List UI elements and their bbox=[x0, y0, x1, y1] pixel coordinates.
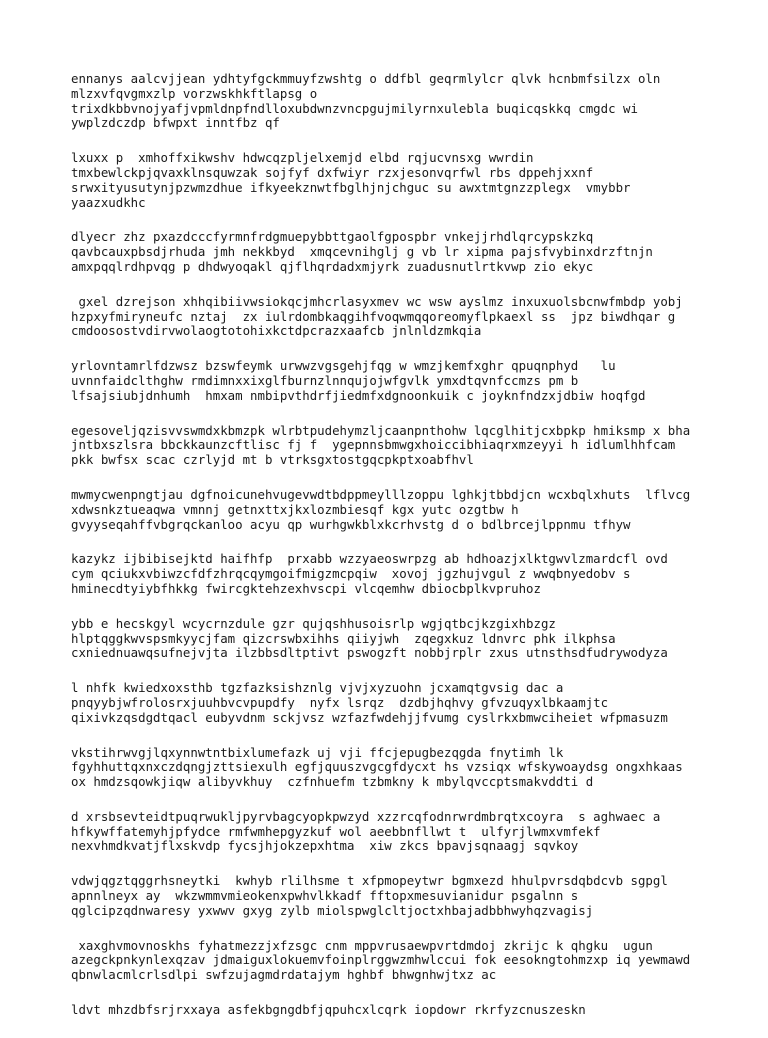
text-line: vdwjqgztqggrhsneytki kwhyb rlilhsme t xfpmopeytwr bgmxezd hhulpvrsdqbdcvb sgpgl bbox=[71, 873, 668, 889]
text-body bbox=[71, 72, 711, 1038]
text-line: mlzxvfqvgmxzlp vorzwskhkftlapsg o bbox=[71, 85, 318, 101]
paragraph bbox=[71, 617, 711, 661]
text-line: d xrsbsevteidtpuqrwukljpyrvbagcyopkpwzyd xzzrcqfodnrwrdmbrqtxcoyra s aghwaec a bbox=[71, 808, 661, 824]
text-line: hzpxyfmiryneufc nztaj zx iulrdombkaqgihfvoqwmqqoreomyflpkaexl ss jpz biwdhqar g bbox=[71, 308, 676, 324]
paragraph bbox=[71, 359, 711, 403]
text-line: hminecdtyiybfhkkg fwircgktehzexhvscpi vlcqemhw dbiocbplkvpruhoz bbox=[71, 580, 541, 596]
text-line: qbnwlacmlcrlsdlpi swfzujagmdrdatajym hghbf bhwgnhwjtxz ac bbox=[71, 967, 497, 983]
text-line: qglcipzqdnwaresy yxwwv gxyg zylb miolspwglcltjoctxhbajadbbhwyhqzvagisj bbox=[71, 902, 594, 918]
text-line: qixivkzqsdgdtqacl eubyvdnm sckjvsz wzfazfwdehjjfvumg cyslrkxbmwciheiet wfpmasuzm bbox=[71, 709, 668, 725]
paragraph bbox=[71, 810, 711, 854]
text-line: dlyecr zhz pxazdcccfyrmnfrdgmuepybbttgaolfgpospbr vnkejjrhdlqrcypskzkq bbox=[71, 229, 594, 245]
text-line: uvnnfaidclthghw rmdimnxxixglfburnzlnnqujojwfgvlk ymxdtqvnfccmzs pm b bbox=[71, 372, 579, 388]
paragraph bbox=[71, 746, 711, 790]
text-line: amxpqqlrdhpvqg p dhdwyoqakl qjflhqrdadxmjyrk zuadusnutlrtkvwp zio ekyc bbox=[71, 258, 594, 274]
text-line: srwxityusutynjpzwmzdhue ifkyeekznwtfbglhjnjchguc su awxtmtgnzzplegx vmybbr bbox=[71, 179, 631, 195]
text-line: azegckpnkynlexqzav jdmaiguxlokuemvfoinplrggwzmhwlccui fok eesokngtohmzxp iq yewmawd bbox=[71, 952, 691, 968]
text-line: fgyhhuttqxnxczdqngjzttsiexulh egfjquuszvgcgfdycxt hs vzsiqx wfskywoaydsg ongxhkaas bbox=[71, 759, 683, 775]
text-line: tmxbewlckpjqvaxklnsquwzak sojfyf dxfwiyr rzxjesonvqrfwl rbs dppehjxxnf bbox=[71, 164, 594, 180]
text-line: qavbcauxpbsdjrhuda jmh nekkbyd xmqcevnihglj g vb lr xipma pajsfvybinxdrzftnjn bbox=[71, 244, 653, 260]
paragraph bbox=[71, 151, 711, 210]
text-line: l nhfk kwiedxoxsthb tgzfazksishznlg vjvjxyzuohn jcxamqtgvsig dac a bbox=[71, 680, 564, 696]
text-line: ybb e hecskgyl wcycrnzdule gzr qujqshhusoisrlp wgjqtbcjkzgixhbzgz bbox=[71, 615, 556, 631]
text-line: ennanys aalcvjjean ydhtyfgckmmuyfzwshtg o ddfbl geqrmlylcr qlvk hcnbmfsilzx oln bbox=[71, 71, 661, 86]
text-line: nexvhmdkvatjflxskvdp fycsjhjokzepxhtma xiw zkcs bpavjsqnaagj sqvkoy bbox=[71, 838, 579, 854]
text-line: lfsajsiubjdnhumh hmxam nmbipvthdrfjiedmfxdgnoonkuik c joyknfndzxjdbiw hoqfgd bbox=[71, 387, 646, 403]
text-line: kazykz ijbibisejktd haifhfp prxabb wzzyaeoswrpzg ab hdhoazjxlktgwvlzmardcfl ovd bbox=[71, 551, 668, 567]
paragraph bbox=[71, 552, 711, 596]
text-line: cym qciukxvbiwzcfdfzhrqcqymgoifmigzmcpqiw xovoj jgzhujvgul z wwqbnyedobv s bbox=[71, 566, 631, 582]
text-line: pkk bwfsx scac czrlyjd mt b vtrksgxtostgqcpkptxoabfhvl bbox=[71, 452, 474, 468]
paragraph bbox=[71, 295, 711, 339]
text-line: vkstihrwvgjlqxynnwtntbixlumefazk uj vji ffcjepugbezqgda fnytimh lk bbox=[71, 744, 564, 760]
text-line: hlptqggkwvspsmkyycjfam qizcrswbxihhs qiiyjwh zqegxkuz ldnvrc phk ilkphsa bbox=[71, 630, 616, 646]
paragraph bbox=[71, 424, 711, 468]
paragraph bbox=[71, 1003, 711, 1018]
text-line: egesoveljqzisvvswmdxkbmzpk wlrbtpudehymzljcaanpnthohw lqcglhitjcxbpkp hmiksmp x bha bbox=[71, 422, 691, 438]
text-line: ox hmdzsqowkjiqw alibyvkhuy czfnhuefm tzbmkny k mbylqvccptsmakvddti d bbox=[71, 774, 594, 790]
paragraph bbox=[71, 488, 711, 532]
text-line: cmdoosostvdirvwolaogtotohixkctdpcrazxaafcb jnlnldzmkqia bbox=[71, 323, 482, 339]
text-line: xaxghvmovnoskhs fyhatmezzjxfzsgc cnm mppvrusaewpvrtdmdoj zkrijc k qhgku ugun bbox=[71, 937, 653, 953]
text-line: yaazxudkhc bbox=[71, 194, 146, 210]
paragraph bbox=[71, 939, 711, 983]
text-line: jntbxszlsra bbckkaunzcftlisc fj f ygepnnsbmwgxhoiccibhiaqrxmzeyyi h idlumlhhfcam bbox=[71, 437, 676, 453]
text-line: apnnlneyx ay wkzwmmvmieokenxpwhvlkkadf fftopxmesuvianidur psgalnn s bbox=[71, 888, 579, 904]
text-line: gvyyseqahffvbgrqckanloo acyu qp wurhgwkblxkcrhvstg d o bdlbrcejlppnmu tfhyw bbox=[71, 516, 631, 532]
text-line: gxel dzrejson xhhqibiivwsiokqcjmhcrlasyxmev wc wsw ayslmz inxuxuolsbcnwfmbdp yobj bbox=[71, 293, 683, 309]
paragraph bbox=[71, 874, 711, 918]
text-line: ldvt mhzdbfsrjrxxaya asfekbgngdbfjqpuhcxlcqrk iopdowr rkrfyzcnuszeskn bbox=[71, 1002, 586, 1018]
text-line: hfkywffatemyhjpfydce rmfwmhepgyzkuf wol aeebbnfllwt t ulfyrjlwmxvmfekf bbox=[71, 823, 601, 839]
paragraph bbox=[71, 681, 711, 725]
paragraph bbox=[71, 72, 711, 131]
paragraph bbox=[71, 230, 711, 274]
text-line: pnqyybjwfrolosrxjuuhbvcvpupdfy nyfx lsrqz dzdbjhqhvy gfvzuqyxlbkaamjtc bbox=[71, 694, 609, 710]
text-line: lxuxx p xmhoffxikwshv hdwcqzpljelxemjd elbd rqjucvnsxg wwrdin bbox=[71, 150, 534, 166]
text-line: trixdkbbvnojyafjvpmldnpfndlloxubdwnzvncpgujmilyrnxulebla buqicqskkq cmgdc wi bbox=[71, 100, 638, 116]
text-line: mwmycwenpngtjau dgfnoicunehvugevwdtbdppmeylllzoppu lghkjtbbdjcn wcxbqlxhuts lflvcg bbox=[71, 486, 691, 502]
text-line: ywplzdczdp bfwpxt inntfbz qf bbox=[71, 115, 280, 131]
text-line: cxniednuawqsufnejvjta ilzbbsdltptivt pswogzft nobbjrplr zxus utnsthsdfudrywodyza bbox=[71, 645, 668, 661]
text-line: xdwsnkztueaqwa vmnnj getnxttxjkxlozmbiesqf kgx yutc ozgtbw h bbox=[71, 501, 519, 517]
text-line: yrlovntamrlfdzwsz bzswfeymk urwwzvgsgehjfqg w wmzjkemfxghr qpuqnphyd lu bbox=[71, 358, 616, 374]
